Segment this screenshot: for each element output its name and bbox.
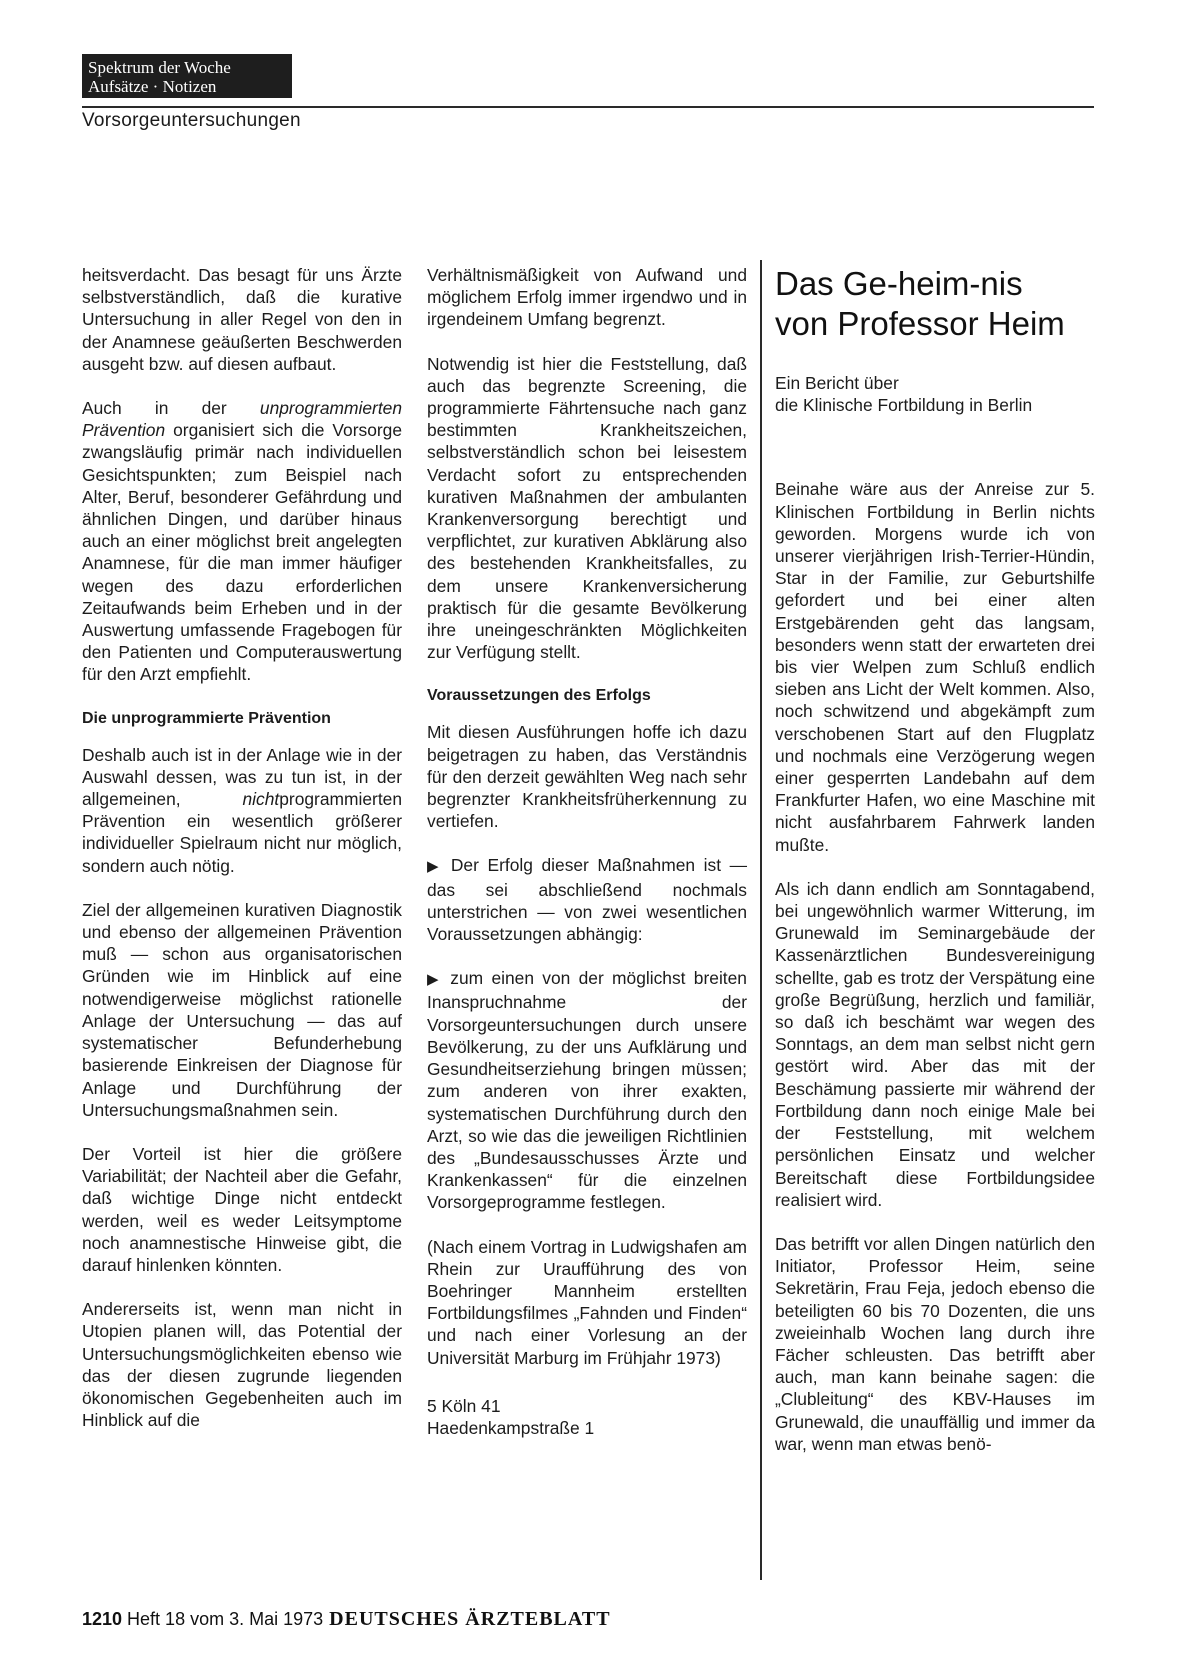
page-number: 1210 <box>82 1609 123 1629</box>
issue-info: Heft 18 vom 3. Mai 1973 <box>122 1609 324 1629</box>
triangle-bullet-icon: ▶ <box>427 858 443 876</box>
text-run: programmierten Prävention ein wesentlich größerer individueller Spielraum nicht nur möglich, sondern auch nötig. <box>82 789 402 876</box>
article-title <box>775 264 1095 344</box>
col3-paragraph-3: Das betrifft vor allen Dingen natürlich den Initiator, Professor Heim, seine Sekretärin, Frau Feja, jedoch ebenso die beteiligten 60 bis 70 Dozenten, die uns zweieinhalb Wochen lang durch ihre Fächer schleusten. Das betrifft aber auch, man kann beinahe sagen: die „Clubleitung“ des KBV-Hauses im Grunewald, die unauffällig und immer da war, wenn man etwas benö- <box>775 1233 1095 1454</box>
rubric-line-2: Aufsätze · Notizen <box>88 77 217 96</box>
text-run: organisiert sich die Vorsorge zwangsläufig primär nach individuellen Gesichtspunkten; zum Beispiel nach Alter, Beruf, besonderer Gefährdung und ähnlichen Dingen, und darüber hinaus auch an einer möglichst breit angelegten Anamnese, für die man immer häufiger wegen des dazu erforderlichen Zeitaufwands beim Erheben und in der Auswertung umfassende Fragebogen für den Patienten und Computerauswertung für den Arzt empfiehlt. <box>82 420 402 685</box>
rubric-line-1: Spektrum der Woche <box>88 58 231 77</box>
col2-paragraph-2: Notwendig ist hier die Feststellung, daß auch das begrenzte Screening, die programmierte Fährtensuche nach ganz bestimmten Krankheitszeichen, selbstverständlich schon bei leisestem Verdacht sofort zu entsprechenden kurativen Maßnahmen der ambulanten Krankenversorgung berechtigt und verpflichtet, zur kurativen Abklärung also des bestehenden Krankheitsfalles, zu dem unsere Krankenversicherung praktisch für die gesamte Bevölkerung ihre uneingeschränkten Möglichkeiten zur Verfügung stellt. <box>427 353 747 663</box>
col2-paragraph-5 <box>427 967 747 1213</box>
triangle-bullet-icon: ▶ <box>427 971 442 989</box>
title-line-2: von Professor Heim <box>775 305 1065 342</box>
col1-paragraph-5: Der Vorteil ist hier die größere Variabilität; der Nachteil aber die Gefahr, daß wichtige Dinge nicht entdeckt werden, weil es weder Leitsymptome noch anamnestische Hinweise gibt, die darauf hinlenken könnten. <box>82 1143 402 1275</box>
header-rule <box>82 106 1094 108</box>
emphasis: unprogrammierten Prävention <box>82 398 402 441</box>
col3-paragraph-1: Beinahe wäre aus der Anreise zur 5. Klinischen Fortbildung in Berlin nichts geworden. Morgens wurde ich von unserer vierjährigen Irish-Terrier-Hündin, Star in der Familie, zur Geburtshilfe gefordert und bei einer alten Erstgebärenden geht das langsam, besonders wenn statt der erwarteten drei bis vier Welpen zum Schluß endlich sieben ans Licht der Welt kommen. Also, noch schwitzend und abgekämpft zum verschobenen Start auf den Flugplatz und nochmals eine Verzögerung wegen einer gesperrten Landebahn auf dem Frankfurter Hafen, wo eine Maschine mit nicht ausfahrbarem Fahrwerk landen mußte. <box>775 479 1095 855</box>
col3-paragraph-2: Als ich dann endlich am Sonntagabend, bei ungewöhnlich warmer Witterung, im Grunewald im Seminargebäude der Kassenärztlichen Bundesvereinigung schellte, gab es trotz der Verspätung eine große Begrüßung, herzlich und familiär, so daß ich beschämt war wegen des Sonntags, an dem man selbst nicht gern gestört wird. Aber das mit der Beschämung passierte mir während der Fortbildung dann noch einige Male bei der Feststellung, mit welchem persönlichen Einsatz und welcher Bereitschaft diese Fortbildungsidee realisiert wird. <box>775 878 1095 1210</box>
subtitle-line-1: Ein Bericht über <box>775 373 899 393</box>
col1-paragraph-4: Ziel der allgemeinen kurativen Diagnostik und ebenso der allgemeinen Prävention muß — schon aus organisatorischen Gründen wie im Hinblick auf eine notwendigerweise möglichst rationelle Anlage der Untersuchung — das auf systematischer Befunderhebung basierende Einkreisen der Diagnose für Anlage und Durchführung der Untersuchungsmaßnahmen sein. <box>82 899 402 1120</box>
text-run: Der Erfolg dieser Maßnahmen ist — das sei abschließend nochmals unterstrichen — von zwei wesentlichen Voraussetzungen abhängig: <box>427 855 747 945</box>
text-run: Auch in der <box>82 398 260 419</box>
col1-paragraph-1: heitsverdacht. Das besagt für uns Ärzte selbstverständlich, daß die kurative Untersuchung in aller Regel von den in der Anamnese geäußerten Beschwerden ausgeht bzw. auf diesen aufbaut. <box>82 265 402 374</box>
column-1 <box>82 264 402 1453</box>
text-run: Deshalb auch ist in der Anlage wie in der Auswahl dessen, was zu tun ist, in der allgemeinen, <box>82 744 402 810</box>
column-3 <box>775 264 1095 1477</box>
col1-paragraph-3 <box>82 744 402 877</box>
subtitle-line-2: die Klinische Fortbildung in Berlin <box>775 395 1033 416</box>
column-rule <box>760 260 762 1580</box>
emphasis: nicht <box>242 789 280 810</box>
author-address <box>427 1395 747 1439</box>
col2-paragraph-6: (Nach einem Vortrag in Ludwigshafen am Rhein zur Uraufführung des von Boehringer Mannheim erstellten Fortbildungsfilmes „Fahnden und Finden“ und nach einer Vorlesung an der Universität Marburg im Frühjahr 1973) <box>427 1236 747 1368</box>
col1-heading: Die unprogrammierte Prävention <box>82 709 331 727</box>
col1-paragraph-6: Andererseits ist, wenn man nicht in Utopien planen will, das Potential der Untersuchungsmöglichkeiten ebenso wie das der diesen zugrunde liegenden ökonomischen Gegebenheiten auch im Hinblick auf die <box>82 1299 402 1431</box>
rubric-label <box>82 54 292 98</box>
col2-paragraph-3: Mit diesen Ausführungen hoffe ich dazu beigetragen zu haben, das Verständnis für den derzeit gewählten Weg nach sehr begrenzter Krankheitsfrüherkennung zu vertiefen. <box>427 722 747 832</box>
text-run: zum einen von der möglichst breiten Inanspruchnahme der Vorsorgeuntersuchungen durch unsere Bevölkerung, zu der uns Aufklärung und Gesundheitserziehung bringen müssen; zum anderen von ihrer exakten, systematischen Durchführung durch den Arzt, so wie das die jeweiligen Richtlinien des „Bundesausschusses Ärzte und Krankenkassen“ für die einzelnen Vorsorgeprogramme festlegen. <box>427 968 747 1213</box>
article-subtitle <box>775 372 1095 416</box>
col2-paragraph-1: Verhältnismäßigkeit von Aufwand und möglichem Erfolg immer irgendwo und in irgendeinem Umfang begrenzt. <box>427 265 747 330</box>
column-2 <box>427 264 747 1461</box>
col1-paragraph-2 <box>82 397 402 686</box>
section-title: Vorsorgeuntersuchungen <box>82 110 301 131</box>
address-line-1: 5 Köln 41 <box>427 1395 501 1416</box>
col2-heading: Voraussetzungen des Erfolgs <box>427 687 651 705</box>
address-line-2: Haedenkampstraße 1 <box>427 1417 595 1438</box>
page-footer <box>82 1608 611 1631</box>
title-line-1: Das Ge-heim-nis <box>775 265 1023 302</box>
publication-name: DEUTSCHES ÄRZTEBLATT <box>329 1608 611 1630</box>
col2-paragraph-4 <box>427 854 747 945</box>
